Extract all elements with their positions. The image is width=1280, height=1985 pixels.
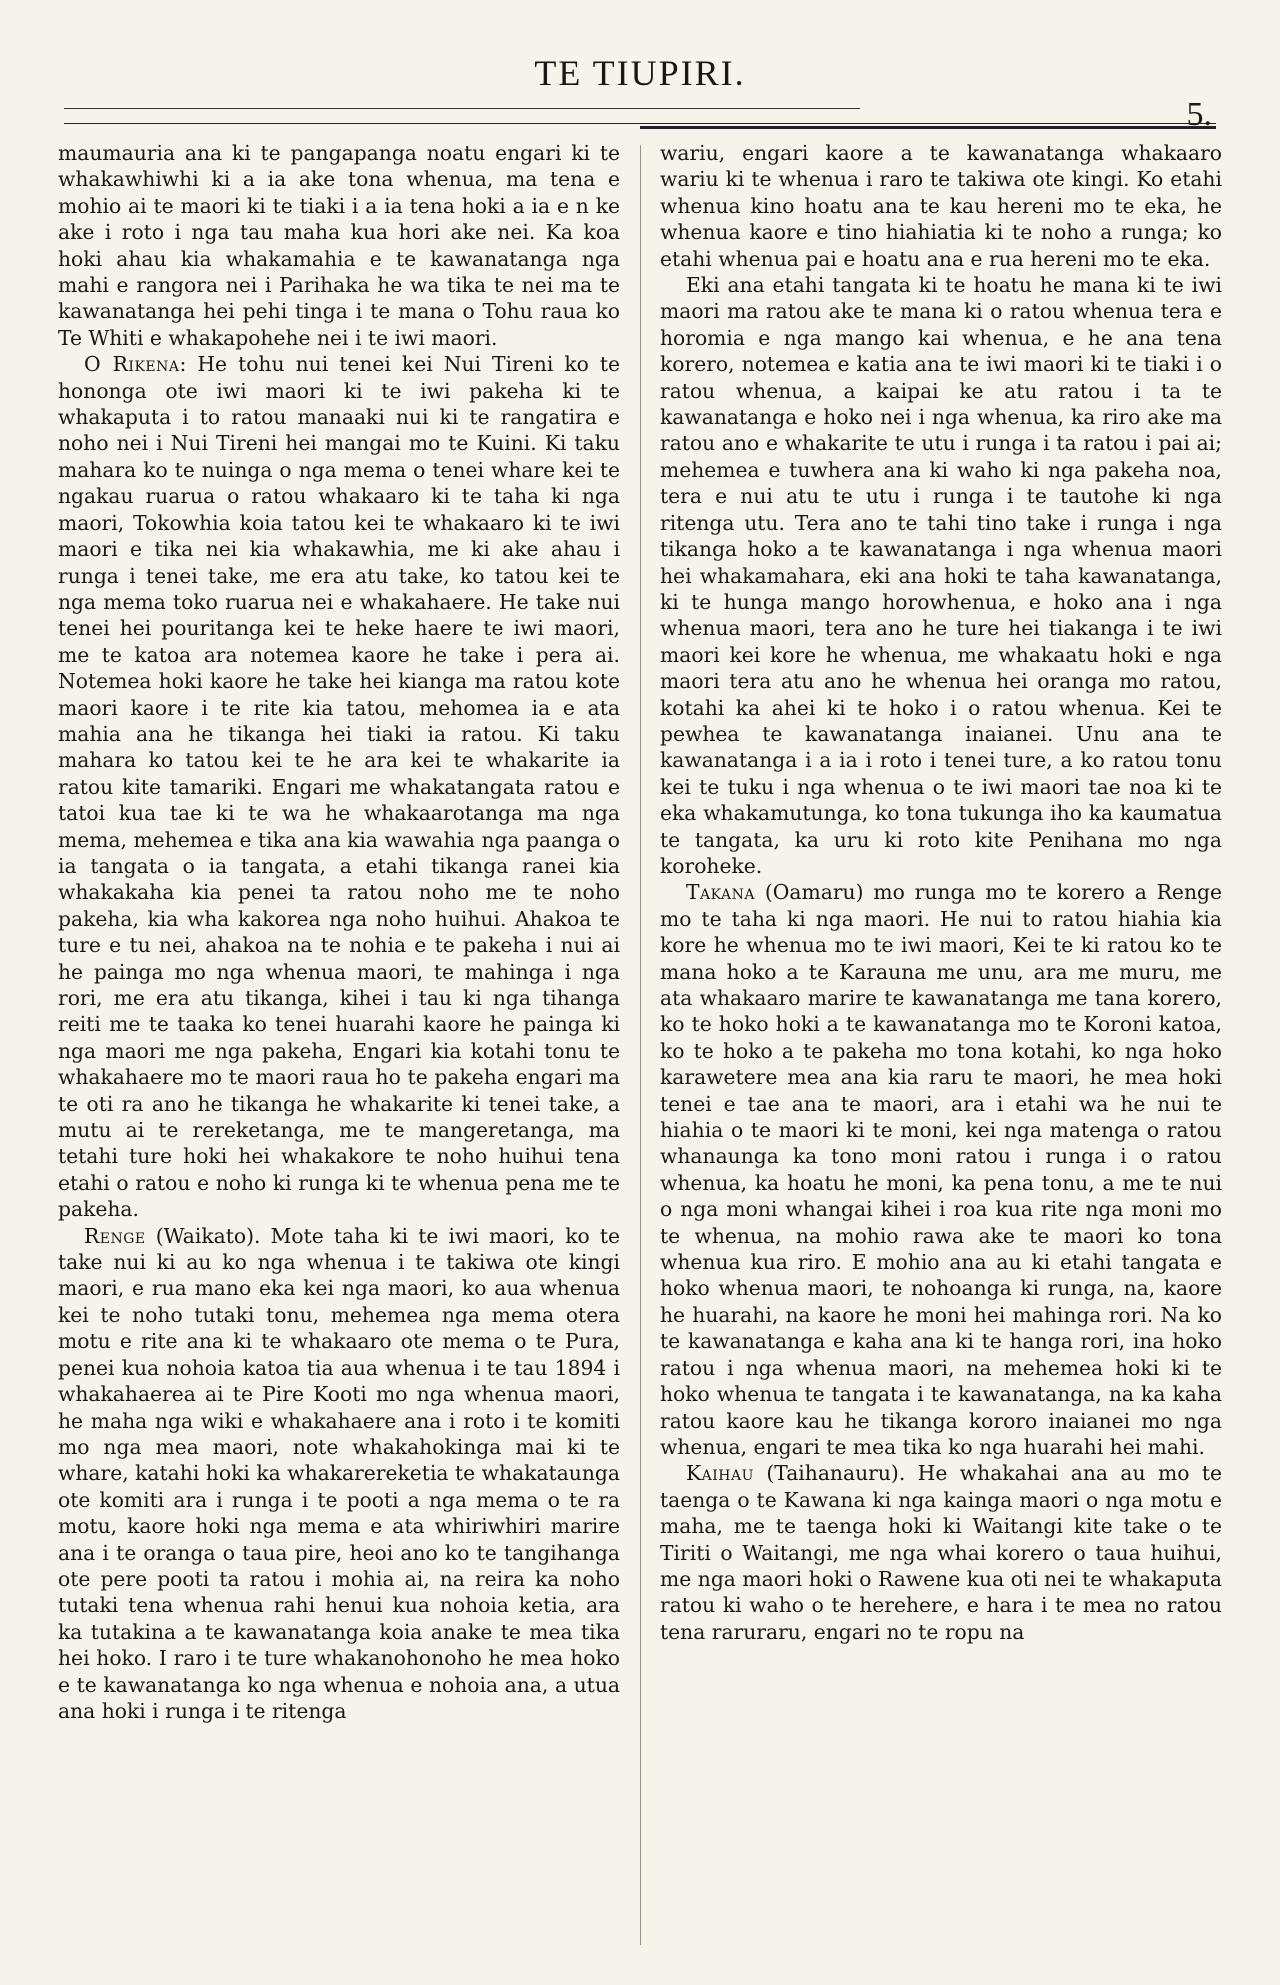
paragraph: Eki ana etahi tangata ki te hoatu he mana ki te iwi maori ma ratou ake te mana ki o ratou whenua tera e horomia e nga mango kai whenua, e he ana tena korero, notemea e katia ana te iwi maori ki te tiaki i o ratou whenua, a kaipai ke atu ratou i ta te kawanatanga e hoko nei i nga whenua, ka riro ake ma ratou ano e whakarite te utu i runga i ta ratou i pai ai; mehemea e tuwhera ana ki waho ki nga pakeha noa, tera e nui atu te utu i runga i te tautohe ki nga ritenga utu. Tera ano te tahi tino take i runga i nga tikanga hoko a te kawanatanga i nga whenua maori hei whakamahara, eki ana hoki te taha kawanatanga, ki te hunga mango horowhenua, e hoko ana i nga whenua maori, tera ano he ture hei tiakanga i te iwi maori kei kore he whenua, me whakaatu hoki e nga maori tera atu ano he whenua hei oranga mo ratou, kotahi ka ahei ki te hoko i o ratou whenua. Kei te pewhea te kawanatanga inaianei. Unu ana te kawanatanga i a ia i roto i tenei ture, a ko ratou tonu kei te tuku i nga whenua o te iwi maori tae noa ki te eka whakamutunga, ko tona tukunga iho ka kaumatua te tangata, ka uru ki roto kite Penihana mo nga koroheke.	[660, 273, 1222, 878]
page-number: 5.	[1186, 96, 1212, 133]
column-divider	[640, 145, 641, 1945]
paragraph	[660, 879, 1222, 1460]
paragraph-text: (Oamaru) mo runga mo te korero a Renge mo te taha ki nga maori. He nui to ratou hiahia kia kore he whenua mo te iwi maori, Kei te ki ratou ko te mana hoko a te Karauna me unu, ara me muru, me ata whakaaro marire te kawanatanga me tana korero, ko te hoko hoki a te kawanatanga mo te Koroni katoa, ko te hoko a te pakeha mo tona kotahi, ko nga hoko karawetere mea ana kia raru te maori, he mea hoki tenei e tae ana te maori, ara i etahi wa he nui te hiahia o te maori ki te moni, kei nga matenga o ratou whanaunga ka tono moni ratou i runga i o ratou whenua, ka hoatu he moni, ka pena tonu, a me te nui o nga moni whangai kihei i roa kua rite nga moni mo te whenua, na mohio rawa ake te maori ko tona whenua kua riro. E mohio ana au ki etahi tangata e hoko whenua maori, te nohoanga ki runga, na, kaore he huarahi, na kaore he moni hei mahinga rori. Na ko te kawanatanga e kaha ana ki te hanga rori, ina hoko ratou i nga whenua maori, na mehemea hoki ki te hoko whenua te tangata i te kawanatanga, na ka kaha ratou kaore kau he tikanga kororo inaianei mo nga whenua, engari te mea tika ko nga huarahi hei mahi.	[660, 880, 1222, 1459]
paragraph	[660, 1460, 1222, 1645]
paragraph: maumauria ana ki te pangapanga noatu engari ki te whakawhiwhi ki a ia ake tona whenua, ma tena e mohio ai te maori ki te tiaki i a ia tena hoki a ia e n ke ake i roto i nga tau maha kua hori ake nei. Ka koa hoki ahau kia whakamahia e te kawanatanga nga mahi e rangora nei i Parihaka he wa tika te nei ma te kawanatanga hei pehi tinga i te mana o Tohu raua ko Te Whiti e whakapohehe nei i te iwi maori.	[58, 141, 620, 350]
speaker-name: Takana	[686, 880, 756, 905]
right-column	[660, 140, 1222, 1950]
speaker-name: Renge	[84, 1223, 146, 1248]
speaker-name: Kaihau	[686, 1461, 754, 1486]
paragraph	[58, 1223, 620, 1725]
speaker-name: O Rikena	[84, 352, 180, 377]
paragraph	[58, 351, 620, 1222]
header-rule-thick	[640, 126, 1216, 129]
paragraph-text: (Taihanauru). He whakahai ana au mo te taenga o te Kawana ki nga kainga maori o nga motu e maha, me te taenga hoki ki Waitangi kite take o te Tiriti o Waitangi, me nga whai korero o taua huihui, me nga maori hoki o Rawene kua oti nei te whakaputa ratou ki waho o te herehere, e hara i te mea no ratou tena raruraru, engari no te ropu na	[660, 1461, 1222, 1644]
paragraph-text: (Waikato). Mote taha ki te iwi maori, ko te take nui ki au ko nga whenua i te takiwa ote kingi maori, e rua mano eka kei nga maori, ko aua whenua kei te noho tutaki tonu, mehemea nga mema otera motu e rite ana ki te whakaaro ote mema o te Pura, penei kua nohoia katoa tia aua whenua i te tau 1894 i whakahaerea ai te Pire Kooti mo nga whenua maori, he maha nga wiki e whakahaere ana i roto i te komiti mo nga mea maori, note whakahokinga mai ki te whare, katahi hoki ka whakarereketia te whakataunga ote komiti ara i runga i te pooti a nga mema o te ra motu, kaore hoki nga mema e ata whiriwhiri marire ana i te oranga o taua pire, heoi ano ko te tangihanga ote pere pooti ta ratou i mohia ai, na reira ka noho tutaki tena whenua rahi henui kua nohoia ketia, ara ka tutakina a te kawanatanga koia anake te mea tika hei hoko. I raro i te ture whakanohonoho he mea hoko e te kawanatanga ko nga whenua e nohoia ana, a utua ana hoki i runga i te ritenga	[58, 1223, 620, 1723]
left-column	[58, 140, 620, 1950]
header-rule-long	[64, 123, 1216, 124]
paragraph: wariu, engari kaore a te kawanatanga whakaaro wariu ki te whenua i raro te takiwa ote kingi. Ko etahi whenua kino hoatu ana te kau hereni mo te eka, he whenua kaore e tino hiahiatia ki te noho a runga; ko etahi whenua pai e hoatu ana e rua hereni mo te eka.	[660, 141, 1222, 271]
header-rule-thin	[64, 108, 860, 109]
page-title: TE TIUPIRI.	[534, 53, 746, 93]
paragraph-text: : He tohu nui tenei kei Nui Tireni ko te hononga ote iwi maori ki te iwi pakeha ki te whakaputa i to ratou manaaki nui ki te rangatira e noho nei i Nui Tireni hei mangai mo te Kuini. Ki taku mahara ko te nuinga o nga mema o tenei whare kei te ngakau ruarua o ratou whakaaro ki te taha ki nga maori, Tokowhia koia tatou kei te whakaaro ki te iwi maori e tika nei kia whakawhia, me ki ake ahau i runga i tenei take, me era atu take, ko tatou kei te nga mema toko ruarua nei e whakahaere. He take nui tenei hei pouritanga kei te heke haere te iwi maori, me te katoa ara notemea kaore he take i pera ai. Notemea hoki kaore he take hei kianga ma ratou kote maori kaore i te rite kia tatou, mehomea ia e ata mahia ana he tikanga hei tiaki ia ratou. Ki taku mahara ko tatou kei te he ara kei te whakarite ia ratou kite tamariki. Engari me whakatangata ratou e tatoi kua tae ki te wa he whakaarotanga ma nga mema, mehemea e tika ana kia wawahia nga paanga o ia tangata o ia tangata, a etahi tikanga ranei kia whakakaha kia penei ta ratou noho me te noho pakeha, kia wha kakorea nga noho huihui. Ahakoa te ture e tu nei, ahakoa na te nohia e te pakeha i nui ai he painga mo nga whenua maori, te mahinga i nga rori, me era atu tikanga, kihei i tau ki nga tihanga reiti me te taaka ko tenei huarahi kaore he painga ki nga maori me nga pakeha, Engari kia kotahi tonu te whakahaere mo te maori raua ho te pakeha engari ma te oti ra ano he tikanga he whakarite ki tenei take, a mutu ai te rereketanga, me te mangeretanga, ma tetahi ture hoki hei whakakore te noho huihui tena etahi o ratou e noho ki runga ki te whenua pena me te pakeha.	[58, 352, 620, 1222]
